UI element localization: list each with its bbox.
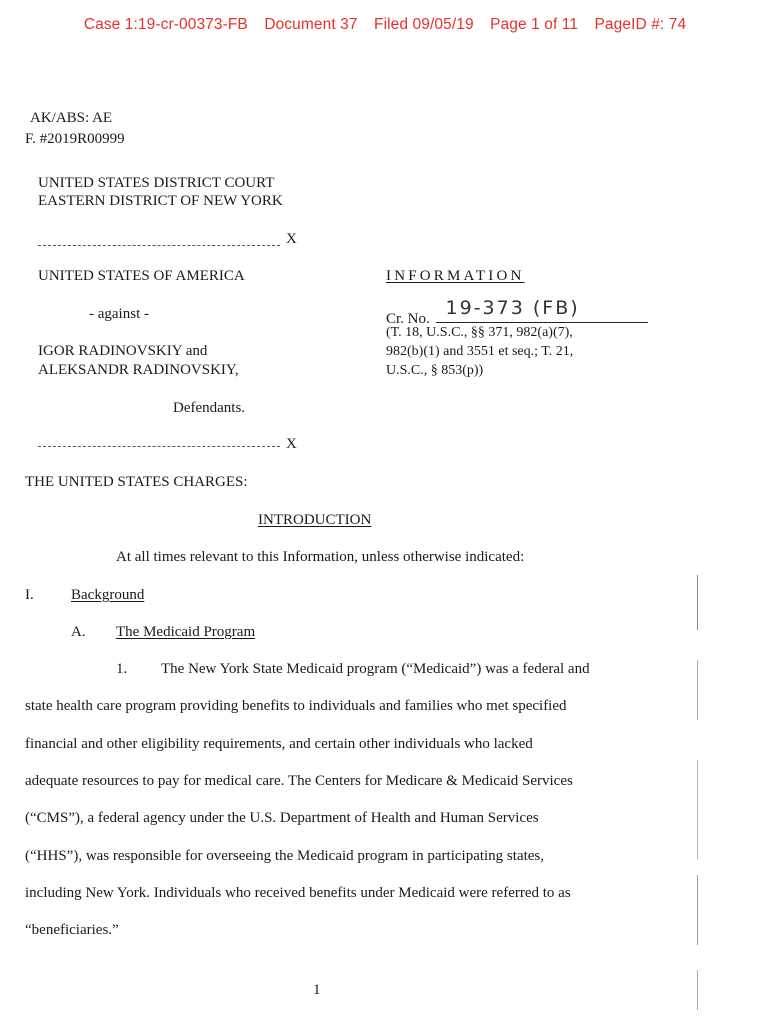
scan-margin-mark bbox=[697, 970, 698, 1010]
subsection-letter: A. bbox=[71, 624, 86, 640]
paragraph-line: state health care program providing benefits to individuals and families who met specified bbox=[25, 698, 567, 714]
defendants-label: Defendants. bbox=[173, 400, 246, 416]
statute-line-1: (T. 18, U.S.C., §§ 371, 982(a)(7), bbox=[386, 325, 573, 340]
page-indicator: Page 1 of 11 bbox=[490, 16, 579, 33]
section-title: Background bbox=[71, 587, 145, 603]
section-number: I. bbox=[25, 587, 34, 603]
court-name-line1: UNITED STATES DISTRICT COURT bbox=[38, 175, 275, 191]
paragraph-line: including New York. Individuals who received benefits under Medicaid were referred to as bbox=[25, 885, 571, 901]
paragraph-line: “beneficiaries.” bbox=[25, 922, 119, 938]
caption-top-x: X bbox=[286, 231, 297, 247]
defendant-1: IGOR RADINOVSKIY and bbox=[38, 343, 208, 359]
page-id: PageID #: 74 bbox=[594, 16, 687, 33]
document-title: INFORMATION bbox=[386, 268, 525, 284]
defendant-2: ALEKSANDR RADINOVSKIY, bbox=[38, 362, 239, 378]
charges-heading: THE UNITED STATES CHARGES: bbox=[25, 474, 248, 490]
file-number: F. #2019R00999 bbox=[25, 131, 125, 147]
page-number: 1 bbox=[313, 982, 321, 998]
paragraph-line: The New York State Medicaid program (“Medicaid”) was a federal and bbox=[161, 661, 590, 677]
introduction-text: At all times relevant to this Information, unless otherwise indicated: bbox=[116, 549, 525, 565]
cr-no-label: Cr. No. bbox=[386, 311, 430, 327]
paragraph-number: 1. bbox=[116, 661, 128, 677]
subsection-title: The Medicaid Program bbox=[116, 624, 256, 640]
cr-no-handwritten: 19-373 (FB) bbox=[445, 297, 580, 319]
introduction-heading: INTRODUCTION bbox=[258, 512, 372, 528]
scan-margin-mark bbox=[697, 875, 698, 945]
caption-bottom-rule bbox=[38, 446, 280, 447]
plaintiff-name: UNITED STATES OF AMERICA bbox=[38, 268, 245, 284]
paragraph-line: (“HHS”), was responsible for overseeing the Medicaid program in participating states, bbox=[25, 848, 545, 864]
paragraph-line: adequate resources to pay for medical care. The Centers for Medicare & Medicaid Services bbox=[25, 773, 573, 789]
ecf-filing-header bbox=[0, 16, 770, 34]
document-number: Document 37 bbox=[264, 16, 358, 33]
court-name-line2: EASTERN DISTRICT OF NEW YORK bbox=[38, 193, 283, 209]
paragraph-line: financial and other eligibility requirements, and certain other individuals who lacked bbox=[25, 736, 533, 752]
caption-bottom-x: X bbox=[286, 436, 297, 452]
cr-no-blank bbox=[436, 297, 648, 323]
statute-line-2: 982(b)(1) and 3551 et seq.; T. 21, bbox=[386, 344, 574, 359]
filed-date: Filed 09/05/19 bbox=[374, 16, 474, 33]
scan-margin-mark bbox=[697, 575, 698, 630]
scan-margin-mark bbox=[697, 760, 698, 860]
scan-margin-mark bbox=[697, 660, 698, 720]
statute-line-3: U.S.C., § 853(p)) bbox=[386, 363, 484, 378]
paragraph-line: (“CMS”), a federal agency under the U.S. Department of Health and Human Services bbox=[25, 810, 539, 826]
case-number: Case 1:19-cr-00373-FB bbox=[83, 16, 248, 33]
versus-label: - against - bbox=[89, 306, 149, 322]
caption-top-rule bbox=[38, 245, 280, 246]
attorney-initials: AK/ABS: AE bbox=[30, 110, 113, 126]
